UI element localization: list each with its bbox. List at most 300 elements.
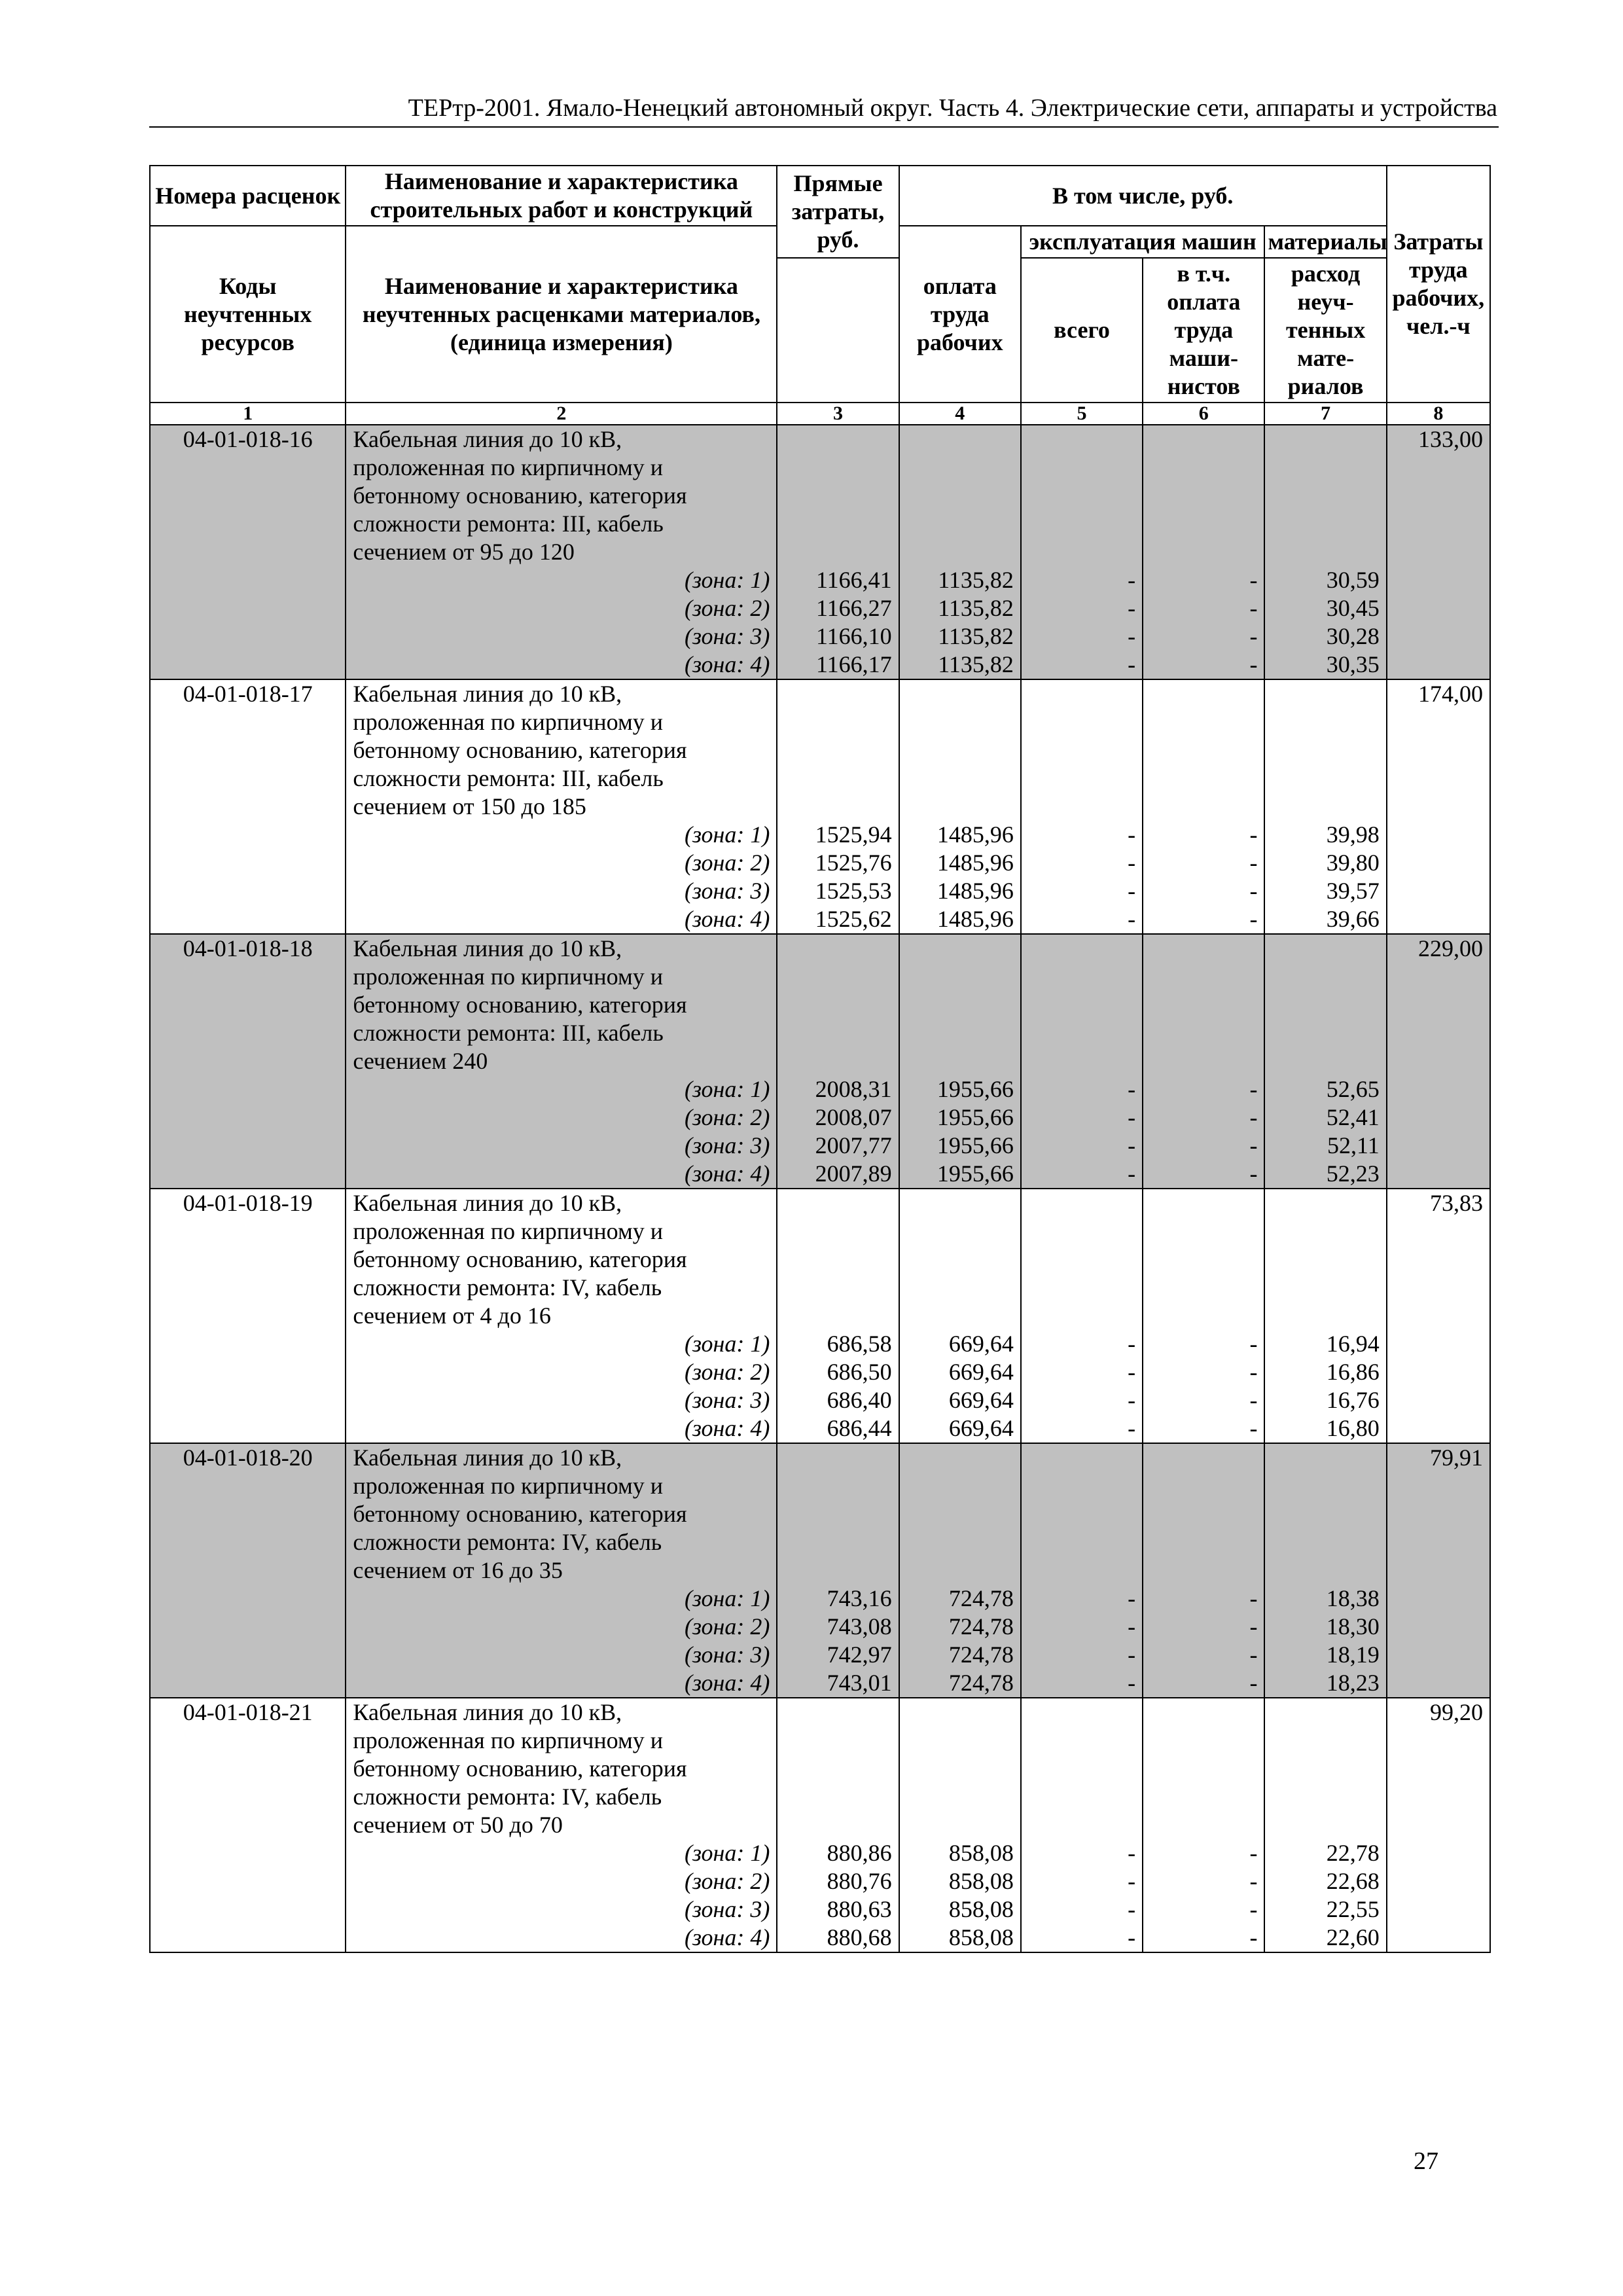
labor-costs-value [1387,1669,1490,1698]
machinists-value: - [1143,877,1264,905]
labor-costs-value [1387,1075,1490,1103]
machines-value: - [1021,566,1143,594]
rate-code [150,877,346,905]
empty-cell [1264,538,1386,566]
rate-code: 04-01-018-21 [150,1698,346,1727]
direct-costs-value: 686,44 [777,1414,899,1443]
empty-cell [1264,1811,1386,1839]
zone-label: (зона: 2) [346,1103,777,1132]
machinists-value: - [1143,1895,1264,1924]
empty-cell [1264,482,1386,510]
labor-costs-value [1387,1132,1490,1160]
machinists-value: - [1143,622,1264,651]
wages-value: 1135,82 [899,622,1021,651]
table-header [150,166,1490,425]
empty-cell [1143,1783,1264,1811]
empty-cell [1264,1783,1386,1811]
labor-costs-value [1387,1019,1490,1047]
empty-cell [899,708,1021,736]
labor-costs-value [1387,1386,1490,1414]
table-row [150,538,1490,566]
column-number: 6 [1143,403,1264,425]
materials-value: 52,23 [1264,1160,1386,1189]
empty-cell [899,1217,1021,1246]
table-row [150,963,1490,991]
zone-label: (зона: 2) [346,849,777,877]
wages-value: 858,08 [899,1895,1021,1924]
zone-label: (зона: 4) [346,1160,777,1189]
empty-cell [777,1500,899,1528]
direct-costs-value: 880,68 [777,1924,899,1952]
direct-costs-value: 1166,17 [777,651,899,679]
machinists-value: - [1143,1103,1264,1132]
empty-cell [1021,1755,1143,1783]
empty-cell [1021,538,1143,566]
direct-costs-value: 1525,62 [777,905,899,934]
empty-cell [899,1189,1021,1217]
machinists-value: - [1143,651,1264,679]
materials-value: 30,59 [1264,566,1386,594]
machinists-value: - [1143,594,1264,622]
rate-code [150,991,346,1019]
column-number: 7 [1264,403,1386,425]
empty-cell [1143,1811,1264,1839]
wages-value: 1485,96 [899,877,1021,905]
labor-costs-value [1387,764,1490,793]
rate-code [150,1585,346,1613]
rate-code: 04-01-018-17 [150,679,346,708]
labor-costs-value [1387,510,1490,538]
header-divider [149,126,1499,128]
empty-cell [1021,1217,1143,1246]
rates-table [149,165,1491,1953]
rate-code [150,651,346,679]
labor-costs-value [1387,1246,1490,1274]
empty-cell [1264,1274,1386,1302]
table-row [150,1075,1490,1103]
empty-cell [1143,1443,1264,1472]
empty-cell [899,510,1021,538]
empty-cell [1143,1189,1264,1217]
labor-costs-value [1387,877,1490,905]
header-rate-numbers: Номера расценок [150,166,346,226]
empty-cell [899,963,1021,991]
rate-code [150,1414,346,1443]
table-row [150,1669,1490,1698]
machines-value: - [1021,622,1143,651]
labor-costs-value [1387,1217,1490,1246]
machines-value: - [1021,905,1143,934]
labor-costs-value [1387,1585,1490,1613]
rate-name-line: бетонному основанию, категория [346,1500,777,1528]
wages-value: 669,64 [899,1330,1021,1358]
labor-costs-value [1387,1755,1490,1783]
empty-cell [777,963,899,991]
empty-cell [1143,736,1264,764]
machinists-value: - [1143,905,1264,934]
rate-code [150,1556,346,1585]
empty-cell [1021,991,1143,1019]
rate-name-line: Кабельная линия до 10 кВ, [346,934,777,963]
zone-label: (зона: 4) [346,651,777,679]
rate-code [150,482,346,510]
empty-cell [777,934,899,963]
zone-label: (зона: 2) [346,1613,777,1641]
column-numbers-row [150,403,1490,425]
rate-code: 04-01-018-19 [150,1189,346,1217]
rate-name-line: сечением от 95 до 120 [346,538,777,566]
header-unaccounted-codes: Коды неучтенных ресурсов [150,226,346,403]
rate-name-line: сложности ремонта: III, кабель [346,764,777,793]
table-row [150,1386,1490,1414]
empty-cell [777,538,899,566]
wages-value: 724,78 [899,1585,1021,1613]
header-unaccounted-names: Наименование и характеристика неучтенных расценками материалов, (единица измерения) [346,226,777,403]
machines-value: - [1021,1641,1143,1669]
empty-cell [1021,1528,1143,1556]
empty-cell [1264,1189,1386,1217]
empty-cell [899,1755,1021,1783]
machines-value: - [1021,821,1143,849]
header-direct-costs-spacer [777,258,899,403]
direct-costs-value: 1525,76 [777,849,899,877]
labor-costs-value [1387,482,1490,510]
rate-name-line: сечением от 50 до 70 [346,1811,777,1839]
machines-value: - [1021,1414,1143,1443]
rate-code [150,1047,346,1075]
labor-costs-value [1387,1811,1490,1839]
empty-cell [777,425,899,454]
wages-value: 1955,66 [899,1075,1021,1103]
wages-value: 1135,82 [899,594,1021,622]
empty-cell [777,793,899,821]
rate-code [150,538,346,566]
machines-value: - [1021,594,1143,622]
table-row [150,1500,1490,1528]
table-row [150,1924,1490,1952]
table-row [150,764,1490,793]
empty-cell [1021,454,1143,482]
labor-costs-value [1387,1839,1490,1867]
rate-code [150,1132,346,1160]
empty-cell [777,1811,899,1839]
rate-name-line: сложности ремонта: III, кабель [346,1019,777,1047]
wages-value: 1955,66 [899,1103,1021,1132]
rate-code [150,1160,346,1189]
table-row [150,793,1490,821]
zone-label: (зона: 4) [346,905,777,934]
labor-costs-value [1387,1330,1490,1358]
machines-value: - [1021,1132,1143,1160]
rate-code [150,1669,346,1698]
table-row [150,1472,1490,1500]
rate-code [150,736,346,764]
labor-costs-value: 133,00 [1387,425,1490,454]
empty-cell [899,538,1021,566]
materials-value: 52,11 [1264,1132,1386,1160]
table-row [150,1330,1490,1358]
rate-code [150,1867,346,1895]
rate-group [150,1698,1490,1952]
machinists-value: - [1143,1132,1264,1160]
header-materials: материалы [1264,226,1386,258]
rate-name-line: проложенная по кирпичному и [346,1217,777,1246]
materials-value: 52,41 [1264,1103,1386,1132]
column-number: 3 [777,403,899,425]
labor-costs-value [1387,849,1490,877]
empty-cell [1143,510,1264,538]
empty-cell [1021,679,1143,708]
wages-value: 858,08 [899,1867,1021,1895]
empty-cell [1021,736,1143,764]
empty-cell [1143,1556,1264,1585]
direct-costs-value: 1166,27 [777,594,899,622]
empty-cell [777,991,899,1019]
rate-code [150,708,346,736]
labor-costs-value [1387,963,1490,991]
empty-cell [1143,1698,1264,1727]
labor-costs-value: 99,20 [1387,1698,1490,1727]
zone-label: (зона: 3) [346,1386,777,1414]
empty-cell [1264,764,1386,793]
table-row [150,1217,1490,1246]
empty-cell [899,793,1021,821]
direct-costs-value: 742,97 [777,1641,899,1669]
rate-code [150,454,346,482]
empty-cell [777,1556,899,1585]
zone-label: (зона: 1) [346,1330,777,1358]
direct-costs-value: 686,58 [777,1330,899,1358]
empty-cell [1264,1472,1386,1500]
empty-cell [899,934,1021,963]
machines-value: - [1021,1358,1143,1386]
zone-label: (зона: 1) [346,566,777,594]
empty-cell [777,708,899,736]
direct-costs-value: 2008,07 [777,1103,899,1132]
machinists-value: - [1143,1160,1264,1189]
rate-code [150,1528,346,1556]
materials-value: 18,23 [1264,1669,1386,1698]
materials-value: 22,60 [1264,1924,1386,1952]
rate-code [150,1075,346,1103]
table-row [150,1755,1490,1783]
header-machinist-wages: в т.ч. оплата труда маши-нистов [1143,258,1264,403]
empty-cell [899,1246,1021,1274]
materials-value: 39,66 [1264,905,1386,934]
rate-code [150,1783,346,1811]
labor-costs-value [1387,1047,1490,1075]
empty-cell [1264,454,1386,482]
empty-cell [1264,1047,1386,1075]
zone-label: (зона: 1) [346,1075,777,1103]
labor-costs-value [1387,1924,1490,1952]
labor-costs-value [1387,1867,1490,1895]
materials-value: 22,68 [1264,1867,1386,1895]
header-direct-costs: Прямые затраты, руб. [777,166,899,258]
rate-name-line: Кабельная линия до 10 кВ, [346,425,777,454]
materials-value: 16,76 [1264,1386,1386,1414]
rate-code: 04-01-018-18 [150,934,346,963]
direct-costs-value: 1525,94 [777,821,899,849]
labor-costs-value [1387,1274,1490,1302]
zone-label: (зона: 2) [346,594,777,622]
materials-value: 39,57 [1264,877,1386,905]
labor-costs-value [1387,991,1490,1019]
rate-code [150,1330,346,1358]
empty-cell [899,1783,1021,1811]
rate-name-line: Кабельная линия до 10 кВ, [346,679,777,708]
empty-cell [1143,1274,1264,1302]
machinists-value: - [1143,1414,1264,1443]
labor-costs-value [1387,1641,1490,1669]
machines-value: - [1021,1669,1143,1698]
rate-code [150,1500,346,1528]
rate-name-line: сложности ремонта: III, кабель [346,510,777,538]
labor-costs-value [1387,708,1490,736]
table-row [150,1613,1490,1641]
machinists-value: - [1143,1358,1264,1386]
header-labor-costs: Затраты труда рабочих, чел.-ч [1387,166,1490,403]
empty-cell [1143,1302,1264,1330]
labor-costs-value [1387,454,1490,482]
labor-costs-value [1387,566,1490,594]
labor-costs-value [1387,1358,1490,1386]
empty-cell [1143,934,1264,963]
table-row [150,1302,1490,1330]
wages-value: 1485,96 [899,821,1021,849]
empty-cell [1264,991,1386,1019]
zone-label: (зона: 2) [346,1358,777,1386]
empty-cell [777,736,899,764]
table-row [150,510,1490,538]
empty-cell [1143,1500,1264,1528]
direct-costs-value: 686,50 [777,1358,899,1386]
empty-cell [1021,1698,1143,1727]
table-row [150,679,1490,708]
rate-code [150,1924,346,1952]
empty-cell [1264,1500,1386,1528]
table-row [150,1443,1490,1472]
direct-costs-value: 743,01 [777,1669,899,1698]
rate-code [150,905,346,934]
table-row [150,1160,1490,1189]
materials-value: 30,45 [1264,594,1386,622]
table-row [150,1867,1490,1895]
direct-costs-value: 880,63 [777,1895,899,1924]
machines-value: - [1021,1330,1143,1358]
labor-costs-value [1387,1500,1490,1528]
direct-costs-value: 743,16 [777,1585,899,1613]
table-row [150,821,1490,849]
machines-value: - [1021,1160,1143,1189]
labor-costs-value [1387,594,1490,622]
table-row [150,1895,1490,1924]
empty-cell [1264,1528,1386,1556]
empty-cell [1021,1274,1143,1302]
empty-cell [1021,963,1143,991]
zone-label: (зона: 3) [346,1132,777,1160]
empty-cell [1143,1755,1264,1783]
table-row [150,736,1490,764]
rate-name-line: бетонному основанию, категория [346,482,777,510]
wages-value: 1485,96 [899,905,1021,934]
empty-cell [777,1472,899,1500]
rate-name-line: Кабельная линия до 10 кВ, [346,1698,777,1727]
empty-cell [1021,1246,1143,1274]
table-row [150,1585,1490,1613]
labor-costs-value [1387,1103,1490,1132]
wages-value: 724,78 [899,1641,1021,1669]
rate-name-line: Кабельная линия до 10 кВ, [346,1189,777,1217]
rate-code [150,1246,346,1274]
empty-cell [1264,708,1386,736]
rate-name-line: сложности ремонта: IV, кабель [346,1783,777,1811]
empty-cell [899,1047,1021,1075]
empty-cell [1143,538,1264,566]
rate-code [150,1811,346,1839]
zone-label: (зона: 2) [346,1867,777,1895]
rate-code [150,821,346,849]
rate-code [150,1839,346,1867]
empty-cell [1021,1783,1143,1811]
empty-cell [1021,1727,1143,1755]
materials-value: 18,30 [1264,1613,1386,1641]
empty-cell [1143,1528,1264,1556]
rate-group [150,679,1490,934]
document-header-title: ТЕРтр-2001. Ямало-Ненецкий автономный округ. Часть 4. Электрические сети, аппараты и устройства [408,94,1497,122]
rate-name-line: проложенная по кирпичному и [346,963,777,991]
rate-name-line: Кабельная линия до 10 кВ, [346,1443,777,1472]
empty-cell [899,764,1021,793]
materials-value: 39,80 [1264,849,1386,877]
wages-value: 724,78 [899,1613,1021,1641]
zone-label: (зона: 3) [346,1641,777,1669]
wages-value: 724,78 [899,1669,1021,1698]
labor-costs-value: 73,83 [1387,1189,1490,1217]
zone-label: (зона: 3) [346,877,777,905]
machines-value: - [1021,1895,1143,1924]
rate-code [150,849,346,877]
materials-value: 30,28 [1264,622,1386,651]
direct-costs-value: 2007,77 [777,1132,899,1160]
wages-value: 1135,82 [899,566,1021,594]
empty-cell [1264,1727,1386,1755]
empty-cell [1143,1217,1264,1246]
machinists-value: - [1143,1613,1264,1641]
zone-label: (зона: 1) [346,1585,777,1613]
zone-label: (зона: 3) [346,622,777,651]
empty-cell [899,1500,1021,1528]
materials-value: 18,38 [1264,1585,1386,1613]
rate-name-line: сложности ремонта: IV, кабель [346,1528,777,1556]
rate-code [150,1755,346,1783]
empty-cell [899,736,1021,764]
empty-cell [1143,454,1264,482]
labor-costs-value [1387,1613,1490,1641]
labor-costs-value [1387,1528,1490,1556]
rate-code [150,1895,346,1924]
direct-costs-value: 1166,10 [777,622,899,651]
empty-cell [777,1189,899,1217]
empty-cell [1143,679,1264,708]
direct-costs-value: 743,08 [777,1613,899,1641]
machines-value: - [1021,1103,1143,1132]
page-number: 27 [1414,2147,1438,2175]
rate-name-line: бетонному основанию, категория [346,991,777,1019]
direct-costs-value: 880,86 [777,1839,899,1867]
empty-cell [1021,1472,1143,1500]
header-including: В том числе, руб. [899,166,1387,226]
